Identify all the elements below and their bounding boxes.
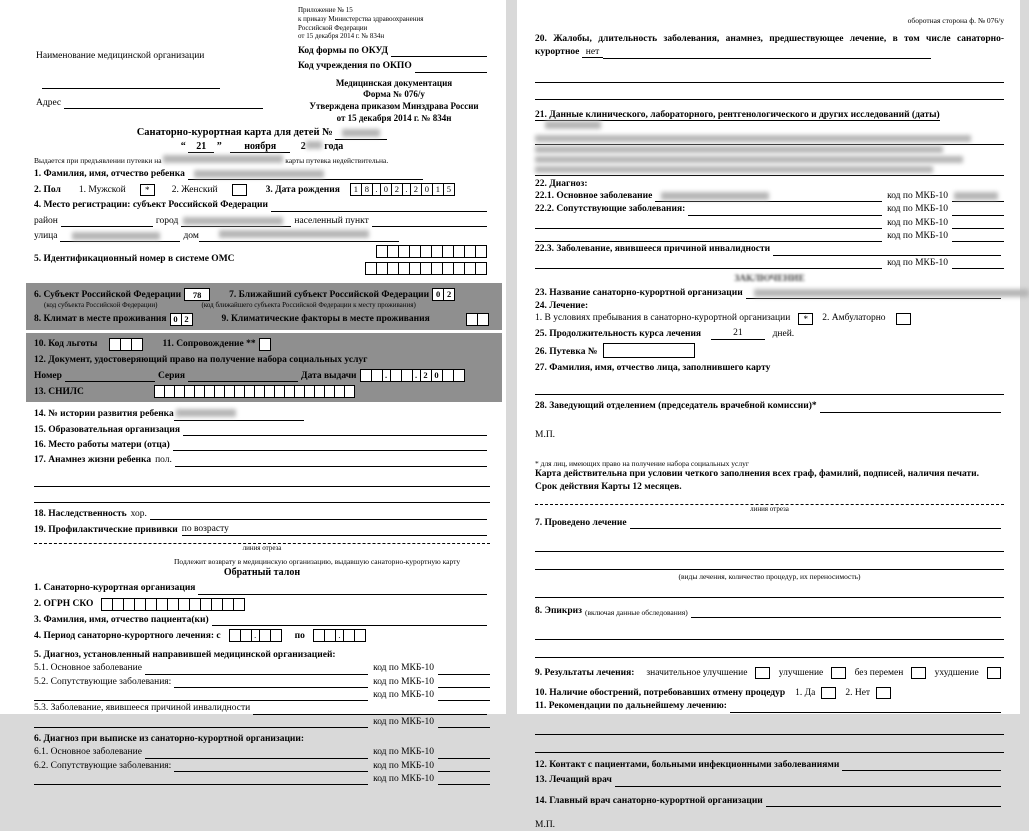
- field-22-3: 22.3. Заболевание, явившееся причиной инвалидности: [535, 243, 1004, 255]
- exacerbation-yes-checkbox: [821, 687, 836, 699]
- appendix-line2: к приказу Министерства здравоохранения: [298, 14, 424, 23]
- redacted-history-no: [176, 409, 236, 417]
- field-24-options: 1. В условиях пребывания в санаторно-курортной организации * 2. Амбулаторно: [535, 312, 1004, 324]
- field-21-heading: 21. Данные клинического, лабораторного, рентгенологического и других исследований (даты): [535, 109, 1004, 134]
- icd-code-label: код по МКБ-10: [373, 716, 434, 727]
- field-4-district-row: район город населенный пункт: [34, 215, 490, 227]
- form-title: Санаторно-курортная карта для детей №: [34, 126, 490, 140]
- duration-value: 21: [711, 327, 765, 340]
- meddoc-line1: Медицинская документация: [335, 77, 453, 88]
- appendix-block: [298, 6, 490, 124]
- date-year-prefix: 2: [300, 140, 306, 152]
- slip-field-6-2-cont: [34, 773, 490, 785]
- form-back-page: [517, 0, 1020, 830]
- field-25-duration: 25. Продолжительность курса лечения 21 дней.: [535, 327, 795, 339]
- blank-line: [535, 723, 1004, 735]
- result-significant-checkbox: [755, 667, 769, 679]
- voucher-number-box: [603, 343, 695, 358]
- field-15-education: 15. Образовательная организация: [34, 424, 490, 436]
- heredity-value: хор.: [130, 508, 147, 519]
- field-22-2-cont: [535, 217, 1004, 229]
- blank-line: [535, 558, 1004, 570]
- okpo-label: Код учреждения по ОКПО: [298, 61, 412, 72]
- icd-code-label: код по МКБ-10: [373, 690, 434, 701]
- ogrn-cells: [101, 598, 245, 611]
- conclusion-heading: ЗАКЛЮЧЕНИЕ: [734, 274, 805, 285]
- blank-line: [34, 475, 490, 487]
- field-26-voucher: 26. Путевка №: [535, 343, 1004, 358]
- footnote: * для лиц, имеющих право на получение набора социальных услуг: [535, 458, 749, 468]
- climate-cells: 0 2: [170, 313, 193, 326]
- redacted-note: [163, 155, 283, 163]
- meddoc-line3: Утверждена приказом Минздрава России: [309, 101, 479, 112]
- validity-period: Срок действия Карты 12 месяцев.: [535, 481, 682, 492]
- field-14-history: 14. № истории развития ребенка: [34, 408, 490, 420]
- snils-cells: [154, 385, 355, 398]
- icd-code-label: код по МКБ-10: [373, 676, 434, 687]
- slip-field-5-1: 5.1. Основное заболевание код по МКБ-10: [34, 662, 490, 674]
- field-22-heading: 22. Диагноз:: [535, 178, 588, 189]
- back-field-7-treatment: 7. Проведено лечение: [535, 517, 1004, 529]
- ambulatory-checkbox: [896, 313, 911, 325]
- icd-code-label: код по МКБ-10: [373, 747, 434, 758]
- icd-code-label: код по МКБ-10: [887, 231, 948, 242]
- stamp-mark: М.П.: [535, 429, 556, 440]
- icd-code-label: код по МКБ-10: [373, 760, 434, 771]
- slip-field-6-2: 6.2. Сопутствующие заболевания: код по МКБ-10: [34, 760, 490, 772]
- slip-field-3-patient: 3. Фамилия, имя, отчество пациента(ки): [34, 614, 490, 626]
- appendix-line4: от 15 декабря 2014 г. № 834н: [298, 32, 385, 41]
- redacted-house: [219, 230, 369, 238]
- field-16-work: 16. Место работы матери (отца): [34, 439, 490, 451]
- date-year-suffix: года: [324, 140, 344, 152]
- field-24-heading: 24. Лечение:: [535, 300, 589, 311]
- female-checkbox: [232, 184, 247, 196]
- form-front-page: [0, 0, 506, 785]
- slip-field-4-period: 4. Период санаторно-курортного лечения: с . по .: [34, 629, 490, 642]
- date-month: ноября: [230, 141, 290, 153]
- male-checkbox: *: [140, 184, 155, 196]
- field-4-registration: 4. Место регистрации: субъект Российской Федерации: [34, 199, 490, 211]
- field-18-heredity: 18. Наследственность хор.: [34, 508, 490, 520]
- field-22-2: 22.2. Сопутствующие заболевания: код по МКБ-10: [535, 203, 1004, 215]
- return-note: Подлежит возврату в медицинскую организацию, выдавшую санаторно-курортную карту: [174, 556, 461, 566]
- region-code-subnote: (код субъекта Российской Федерации): [44, 301, 158, 310]
- appendix-line1: Приложение № 15: [298, 6, 353, 14]
- section-benefits: 10. Код льготы 11. Сопровождение ** 12. Документ, удостоверяющий право на получение набора социальных услуг Номер Серия Дата выдачи . . 2 0 13. СНИЛС: [26, 333, 502, 402]
- redacted-city: [183, 217, 283, 225]
- period-from-cells: .: [229, 629, 282, 642]
- redacted-21: [545, 121, 601, 129]
- date-day: 21: [188, 141, 214, 153]
- address-row: [36, 97, 266, 109]
- field-27-filler-name: 27. Фамилия, имя, отчество лица, заполнившего карту: [535, 362, 771, 373]
- blank-line: [535, 383, 1004, 395]
- result-nochange-checkbox: [911, 667, 925, 679]
- blank-line: [535, 628, 1004, 640]
- blank-line: [535, 646, 1004, 658]
- nearest-region-cells: 0 2: [432, 288, 455, 301]
- oms-grid: [362, 245, 490, 279]
- back-field-12-contact: 12. Контакт с пациентами, больными инфекционными заболеваниями: [535, 759, 1004, 771]
- field-20-complaints: 20. Жалобы, длительность заболевания, анамнез, предшествующее лечение, в том числе санаторно-курортное нет: [535, 33, 1004, 59]
- cut-line-label: линия отреза: [750, 504, 789, 513]
- vaccinations-value: по возрасту: [182, 523, 229, 536]
- field-1-child-name: 1. Фамилия, имя, отчество ребенка: [34, 168, 490, 180]
- stamp-mark: М.П.: [535, 819, 556, 830]
- field-22-1: 22.1. Основное заболевание код по МКБ-10: [535, 190, 1004, 202]
- period-to-cells: .: [313, 629, 366, 642]
- slip-field-6-1: 6.1. Основное заболевание код по МКБ-10: [34, 746, 490, 758]
- result-improve-checkbox: [831, 667, 845, 679]
- inpatient-checkbox: *: [798, 313, 813, 325]
- okpo-line: [415, 61, 487, 73]
- slip-field-5-3-cont: [34, 716, 490, 728]
- redacted-row: [535, 145, 1004, 155]
- field-22-2-cont2: [535, 230, 1004, 242]
- meddoc-line4: от 15 декабря 2014 г. № 834н: [336, 112, 452, 123]
- blank-line: [535, 586, 1004, 598]
- issue-date-cells: . . 2 0: [360, 369, 465, 382]
- blank-line: [34, 491, 490, 503]
- back-field-11-recommendations: 11. Рекомендации по дальнейшему лечению:: [535, 700, 1004, 712]
- validity-statement: Карта действительна при условии четкого заполнения всех граф, фамилий, подписей, наличия печати.: [535, 469, 979, 480]
- field-17-anamnesis: 17. Анамнез жизни ребенка пол.: [34, 454, 490, 466]
- redacted-org-name: [754, 289, 1029, 297]
- redacted-year: [306, 141, 322, 149]
- escort-cell: [259, 338, 271, 351]
- climate-factor-cells: [466, 313, 489, 326]
- region-code-box: 78: [184, 288, 210, 301]
- redacted-street: [72, 232, 160, 240]
- benefit-code-cells: [109, 338, 143, 351]
- icd-code-label: код по МКБ-10: [373, 663, 434, 674]
- redacted-row: [535, 155, 1004, 165]
- result-worse-checkbox: [987, 667, 1001, 679]
- meddoc-line2: Форма № 076/у: [363, 89, 425, 100]
- slip-field-1-org: 1. Санаторно-курортная организация: [34, 582, 490, 594]
- field-22-3-cont: [535, 257, 1004, 269]
- slip-field-5-3: 5.3. Заболевание, явившееся причиной инвалидности: [34, 702, 490, 714]
- field-28-head: 28. Заведующий отделением (председатель врачебной комиссии)*: [535, 400, 1004, 412]
- anamnesis-value: пол.: [155, 455, 172, 466]
- back-field-9-results: 9. Результаты лечения: значительное улучшение улучшение без перемен ухудшение: [535, 667, 1004, 679]
- validity-note: Выдается при предъявлении путевки на карты путевка недействительна.: [34, 155, 389, 165]
- redacted-child-name: [194, 170, 324, 178]
- blank-line: [535, 540, 1004, 552]
- redacted-main-diagnosis: [661, 192, 769, 200]
- address-line: [64, 97, 263, 109]
- epicrisis-subnote: (включая данные обследования): [584, 608, 688, 618]
- icd-code-label: код по МКБ-10: [887, 204, 948, 215]
- blank-line: [535, 88, 1004, 100]
- cut-line-label: линия отреза: [242, 544, 282, 553]
- field-4-street-row: улица дом: [34, 230, 490, 242]
- field-2-3-sex-dob: 2. Пол 1. Мужской * 2. Женский 3. Дата рождения 1 8 . 0 2 . 2 0 1 5: [34, 183, 490, 196]
- dob-cells: 1 8 . 0 2 . 2 0 1 5: [350, 183, 455, 196]
- redacted-row: [535, 134, 1004, 145]
- icd-code-label: код по МКБ-10: [887, 257, 948, 268]
- field-23-org-name: 23. Название санаторно-курортной организации: [535, 287, 1004, 299]
- field-19-vaccinations: 19. Профилактические прививки по возрасту: [34, 523, 490, 536]
- complaints-value: нет: [582, 47, 603, 58]
- return-slip-title: Обратный талон: [223, 567, 301, 579]
- slip-field-5-2: 5.2. Сопутствующие заболевания: код по МКБ-10: [34, 676, 490, 688]
- icd-code-label: код по МКБ-10: [887, 217, 948, 228]
- slip-field-6-heading: 6. Диагноз при выписке из санаторно-курортной организации:: [34, 734, 305, 745]
- slip-field-5-2-cont: [34, 689, 490, 701]
- redacted-icd: [954, 192, 998, 200]
- address-label: Адрес: [36, 98, 62, 108]
- med-org-label: Наименование медицинской организации: [36, 51, 205, 61]
- back-field-14-chief-doctor: 14. Главный врач санаторно-курортной организации: [535, 795, 1004, 807]
- treatment-subnote: (виды лечения, количество процедур, их переносимость): [678, 572, 861, 582]
- med-org-line: [42, 88, 220, 89]
- nearest-region-subnote: (код ближайшего субъекта Российской Федерации к месту проживания): [201, 301, 416, 310]
- okud-line: [391, 45, 487, 57]
- icd-code-label: код по МКБ-10: [373, 774, 434, 785]
- back-field-13-doctor: 13. Лечащий врач: [535, 774, 1004, 786]
- appendix-line3: Российской Федерации: [298, 23, 368, 32]
- redacted-row: [535, 165, 1004, 176]
- blank-line: [535, 71, 1004, 83]
- slip-field-2-ogrn: 2. ОГРН СКО: [34, 598, 490, 611]
- exacerbation-no-checkbox: [876, 687, 891, 699]
- section-region-codes: 6. Субъект Российской Федерации 78 7. Ближайший субъект Российской Федерации 0 2 (код субъекта Российской Федерации) (код ближайшего субъекта Российской Федерации к месту проживания) 8. Климат в месте проживания 0 2 9. Климатические факторы в месте проживания: [26, 283, 502, 330]
- form-date-line: “ 21 ” ноября 2 года: [180, 140, 344, 152]
- back-page-note: оборотная сторона ф. № 076/у: [907, 16, 1004, 25]
- field-5-oms: 5. Идентификационный номер в системе ОМС: [34, 245, 490, 279]
- okud-label: Код формы по ОКУД: [298, 46, 389, 56]
- back-field-10-exacerbations: 10. Наличие обострений, потребовавших отмену процедур 1. Да 2. Нет: [535, 687, 1004, 699]
- slip-field-5-heading: 5. Диагноз, установленный направившей медицинской организацией:: [34, 650, 336, 661]
- okud-row: [298, 45, 490, 57]
- form-header: [34, 6, 490, 124]
- blank-line: [535, 741, 1004, 753]
- okpo-row: [298, 60, 490, 72]
- icd-code-label: код по МКБ-10: [887, 191, 948, 202]
- back-field-8-epicrisis: 8. Эпикриз (включая данные обследования): [535, 605, 1004, 617]
